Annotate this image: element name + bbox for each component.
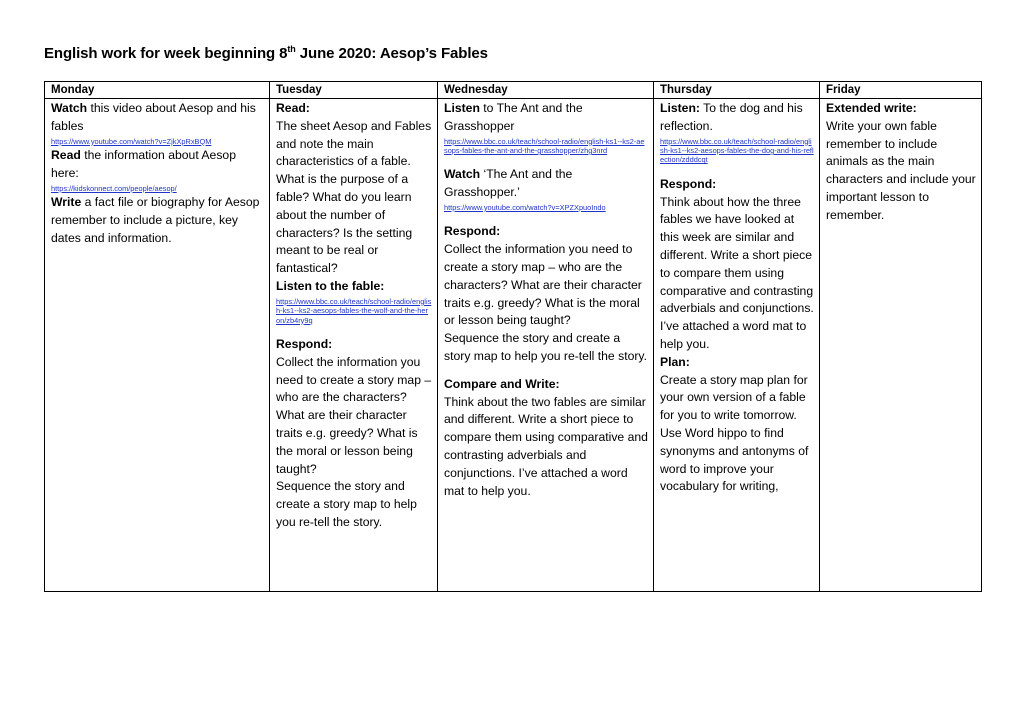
- resource-link[interactable]: https://www.youtube.com/watch?v=XPZXpuoIndo: [444, 203, 606, 212]
- instruction-heading: Watch: [444, 167, 481, 182]
- content-row: [45, 99, 982, 592]
- spacer: [660, 166, 814, 176]
- resource-link[interactable]: https://www.youtube.com/watch?v=ZjkXpRxBQM: [51, 136, 212, 146]
- instruction-text: a fact file or biography for Aesop remember to include a picture, key dates and information.: [51, 195, 260, 245]
- title-ordinal-suffix: th: [287, 44, 296, 54]
- instruction-text: To the dog and his reflection.: [660, 101, 803, 133]
- instruction-heading: Read: [51, 148, 81, 162]
- title-text: English work for week beginning 8: [44, 45, 288, 62]
- thursday-cell: [654, 99, 820, 592]
- instruction-heading: Read:: [276, 101, 310, 115]
- instruction-text: to The Ant and the Grasshopper: [444, 101, 583, 133]
- document-title: [44, 44, 488, 62]
- spacer: [276, 326, 432, 336]
- resource-link[interactable]: https://kidskonnect.com/people/aesop/: [51, 183, 177, 193]
- instruction-heading: Respond:: [660, 176, 717, 191]
- spacer: [444, 213, 648, 223]
- resource-link[interactable]: https://www.bbc.co.uk/teach/school-radio/english-ks1--ks2-aesops-fables-the-ant-and-the-grasshopper/zhg3nrd: [444, 136, 645, 155]
- resource-link[interactable]: https://www.bbc.co.uk/teach/school-radio/english-ks1--ks2-aesops-fables-the-dog-and-his-reflection/zdddcqt: [660, 136, 814, 165]
- instruction-heading: Respond:: [276, 336, 333, 351]
- instruction-heading: Listen to the fable:: [276, 278, 385, 293]
- header-friday: Friday: [820, 82, 982, 99]
- instruction-text: Sequence the story and create a story map to help you re-tell the story.: [276, 479, 417, 529]
- instruction-text: Collect the information you need to create a story map – who are the characters? What are their character traits e.g. greedy? What is the moral or lesson being taught?: [276, 354, 432, 476]
- spacer: [444, 156, 648, 166]
- resource-link[interactable]: https://www.bbc.co.uk/teach/school-radio/english-ks1--ks2-aesops-fables-the-wolf-and-the-heron/zb4ry9q: [276, 296, 432, 325]
- instruction-heading: Respond:: [444, 224, 501, 239]
- spacer: [444, 366, 648, 376]
- instruction-heading: Extended write:: [826, 101, 917, 115]
- instruction-text: Think about the two fables are similar and different. Write a short piece to compare them using comparative and contrasting adverbials and conjunctions. I’ve attached a word mat to help you.: [444, 394, 648, 498]
- header-tuesday: Tuesday: [270, 82, 438, 99]
- instruction-text: Think about how the three fables we have looked at this week are similar and different. Write a short piece to compare them using comparative and contrasting adverbials and conjunctions. I’ve attached a word mat to help you.: [660, 194, 814, 351]
- instruction-text: Sequence the story and create a story map to help you re-tell the story.: [444, 331, 647, 363]
- monday-cell: [45, 99, 270, 592]
- instruction-text: the information about Aesop here:: [51, 148, 236, 180]
- tuesday-cell: [270, 99, 438, 592]
- instruction-heading: Write: [51, 195, 82, 209]
- instruction-text: Write your own fable remember to include animals as the main characters and include your important lesson to remember.: [826, 118, 976, 222]
- instruction-text: Collect the information you need to create a story map – who are the characters? What are their character traits e.g. greedy? What is the moral or lesson being taught?: [444, 242, 642, 328]
- title-text-end: June 2020: Aesop’s Fables: [295, 45, 488, 62]
- instruction-text: Create a story map plan for your own version of a fable for you to write tomorrow.: [660, 372, 808, 423]
- header-wednesday: Wednesday: [438, 82, 654, 99]
- friday-cell: [820, 99, 982, 592]
- header-thursday: Thursday: [654, 82, 820, 99]
- instruction-heading: Plan:: [660, 354, 690, 369]
- instruction-heading: Watch: [51, 101, 88, 115]
- header-monday: Monday: [45, 82, 270, 99]
- instruction-text: The sheet Aesop and Fables and note the main characteristics of a fable. What is the purpose of a fable? What do you learn about the number of characters? Is the setting meant to be real or fantastical?: [276, 118, 432, 276]
- instruction-text: this video about Aesop and his fables: [51, 101, 256, 133]
- wednesday-cell: [438, 99, 654, 592]
- instruction-heading: Listen: [444, 101, 480, 115]
- weekly-plan-table: [44, 81, 982, 592]
- instruction-text: Use Word hippo to find synonyms and antonyms of word to improve your vocabulary for writing,: [660, 425, 809, 494]
- header-row: [45, 82, 982, 99]
- instruction-heading: Compare and Write:: [444, 376, 560, 391]
- instruction-text: ‘The Ant and the Grasshopper.’: [444, 167, 573, 200]
- instruction-heading: Listen:: [660, 101, 700, 115]
